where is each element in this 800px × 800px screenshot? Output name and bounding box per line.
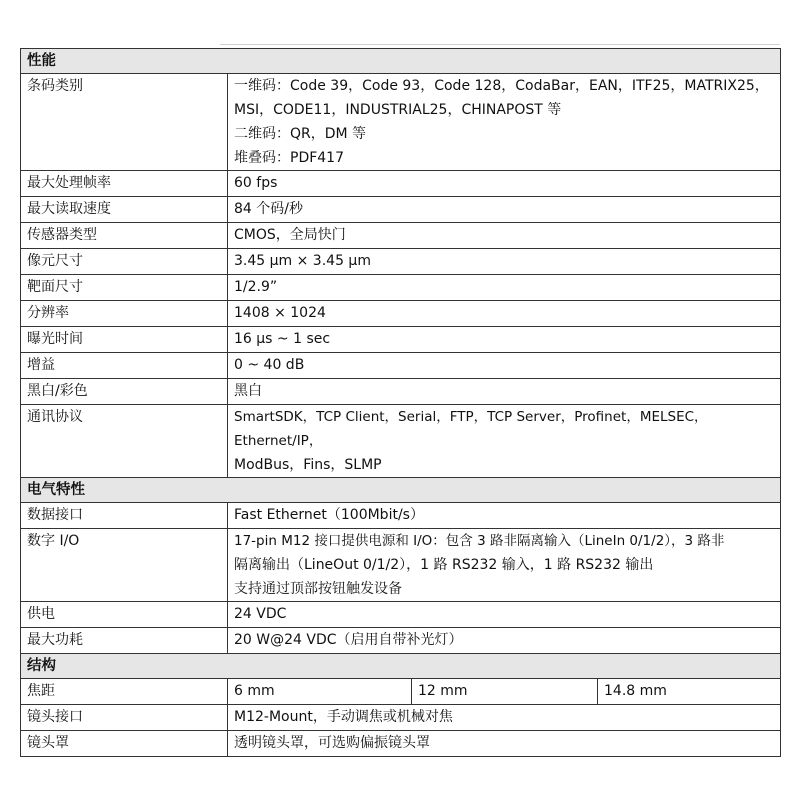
spec-row-lens-cover [21,731,781,757]
spec-label: 镜头罩 [21,731,228,757]
section-title: 性能 [21,49,781,74]
spec-row-barcode-types [21,74,781,171]
section-header-performance [21,49,781,74]
spec-label: 曝光时间 [21,327,228,353]
spec-value-line: SmartSDK，TCP Client，Serial，FTP，TCP Server，Profinet，MELSEC，Ethernet/IP， [234,409,708,449]
spec-row-target-size [21,275,781,301]
spec-value: Fast Ethernet（100Mbit/s） [228,503,781,529]
spec-value: 1408 × 1024 [228,301,781,327]
spec-label: 传感器类型 [21,223,228,249]
spec-value [228,405,781,478]
spec-row-max-power [21,628,781,654]
spec-row-exposure [21,327,781,353]
spec-value-line: 二维码：QR，DM 等 [234,126,367,142]
spec-value: 0 ~ 40 dB [228,353,781,379]
spec-row-color [21,379,781,405]
spec-label: 数据接口 [21,503,228,529]
spec-value: 3.45 µm × 3.45 µm [228,249,781,275]
section-title: 电气特性 [21,478,781,503]
spec-row-gain [21,353,781,379]
spec-value: 20 W@24 VDC（启用自带补光灯） [228,628,781,654]
section-title: 结构 [21,654,781,679]
spec-label: 焦距 [21,679,228,705]
spec-label: 数字 I/O [21,529,228,602]
spec-value-line: 堆叠码：PDF417 [234,150,344,166]
spec-value: 14.8 mm [598,679,781,705]
spec-label: 镜头接口 [21,705,228,731]
spec-label: 最大处理帧率 [21,171,228,197]
spec-table [20,48,781,757]
spec-value: 84 个码/秒 [228,197,781,223]
spec-value: 黑白 [228,379,781,405]
spec-value: 12 mm [412,679,598,705]
spec-value: 24 VDC [228,602,781,628]
top-divider [220,44,780,45]
spec-value: 透明镜头罩，可选购偏振镜头罩 [228,731,781,757]
spec-value [228,529,781,602]
section-header-structure [21,654,781,679]
spec-value-line: MSI，CODE11，INDUSTRIAL25，CHINAPOST 等 [234,102,562,118]
spec-label: 增益 [21,353,228,379]
spec-row-lens-mount [21,705,781,731]
section-header-electrical [21,478,781,503]
spec-row-focal-length [21,679,781,705]
spec-value-line: 17-pin M12 接口提供电源和 I/O：包含 3 路非隔离输入（LineIn 0/1/2），3 路非 [234,533,725,549]
spec-row-digital-io [21,529,781,602]
spec-value: CMOS，全局快门 [228,223,781,249]
spec-value-line: 隔离输出（LineOut 0/1/2），1 路 RS232 输入，1 路 RS232 输出 [234,557,654,573]
spec-value-line: 支持通过顶部按钮触发设备 [234,581,402,597]
spec-row-protocol [21,405,781,478]
spec-row-resolution [21,301,781,327]
spec-row-power-supply [21,602,781,628]
spec-label: 黑白/彩色 [21,379,228,405]
spec-row-max-fps [21,171,781,197]
spec-value: 60 fps [228,171,781,197]
spec-value: 6 mm [228,679,412,705]
spec-label: 分辨率 [21,301,228,327]
spec-value: M12-Mount，手动调焦或机械对焦 [228,705,781,731]
spec-value: 1/2.9” [228,275,781,301]
spec-label: 像元尺寸 [21,249,228,275]
spec-value: 16 µs ~ 1 sec [228,327,781,353]
spec-label: 靶面尺寸 [21,275,228,301]
spec-row-pixel-size [21,249,781,275]
spec-label: 供电 [21,602,228,628]
spec-value [228,74,781,171]
spec-label: 条码类别 [21,74,228,171]
spec-value-line: ModBus，Fins，SLMP [234,457,382,473]
spec-row-max-read-speed [21,197,781,223]
spec-label: 最大功耗 [21,628,228,654]
spec-label: 最大读取速度 [21,197,228,223]
spec-row-sensor-type [21,223,781,249]
spec-value-line: 一维码：Code 39，Code 93，Code 128，CodaBar，EAN，ITF25，MATRIX25， [234,78,769,94]
spec-label: 通讯协议 [21,405,228,478]
spec-row-data-interface [21,503,781,529]
